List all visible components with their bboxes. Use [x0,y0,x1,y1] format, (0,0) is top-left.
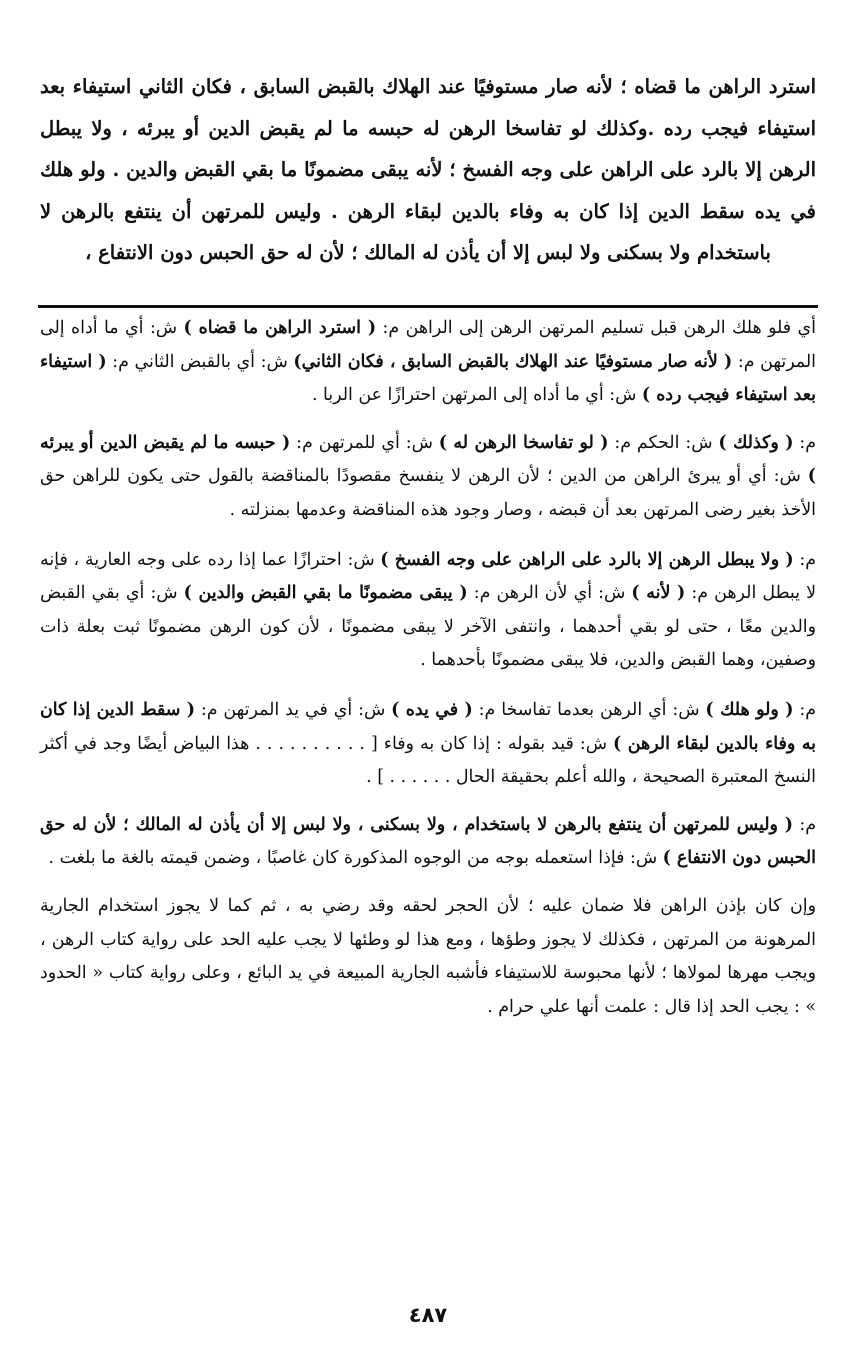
commentary-paragraph [40,312,816,413]
commentary-text: ش: أي للمرتهن م: [290,432,439,453]
commentary-text: ش: أي بقي القبض والدين معًا ، حتى لو بقي أحدهما ، وانتفى الآخر لا يبقى مضمونًا ، لأن كون الرهن مضمونًا ثبت بعلة ذات وصفين، وهما القبض والدين، فلا يبقى مضمونًا بأحدهما . [40,583,816,671]
matn-quote: ( لأنه صار مستوفيًا عند الهلاك بالقبض السابق ، فكان الثاني) [293,351,733,372]
commentary-text: ش: أي بالقبض الثاني م: [106,351,294,372]
commentary-text: م: [793,814,817,835]
matn-quote: ( وليس للمرتهن أن ينتفع بالرهن لا باستخدام ، ولا بسكنى ، ولا لبس إلا أن يأذن له المالك ؛ لأن له حق الحبس دون الانتفاع ) [40,814,816,869]
commentary-text: وإن كان بإذن الراهن فلا ضمان عليه ؛ لأن الحجر لحقه وقد رضي به ، ثم كما لا يجوز استخدام الجارية المرهونة من المرتهن ، فكذلك لا يجوز وطؤها ، ومع هذا لو وطئها لا يجب عليه الحد على رواية كتاب الرهن ، ويجب مهرها لمولاها ؛ لأنها محبوسة للاستيفاء فأشبه الجارية المبيعة في يد البائع ، وعلى رواية كتاب « الحدود » : يجب الحد إذا قال : علمت أنها علي حرام . [40,895,816,1017]
commentary-paragraph [40,427,816,528]
commentary-text: م: [793,549,816,570]
commentary-text: ش: أي في يد المرتهن م: [194,699,392,720]
matn-quote: ( لأنه ) [631,583,686,604]
sharh-commentary [40,312,816,1024]
commentary-text: م: [793,432,816,453]
matn-text: استرد الراهن ما قضاه ؛ لأنه صار مستوفيًا عند الهلاك بالقبض السابق ، فكان الثاني استيفاء بعد استيفاء فيجب رده .وكذلك لو تفاسخا الرهن له حبسه ما لم يقبض الدين أو يبرئه ، ولا يبطل الرهن إلا بالرد على الراهن على وجه الفسخ ؛ لأنه يبقى مضمونًا ما بقي القبض والدين . ولو هلك في يده سقط الدين إذا كان به وفاء بالدين لبقاء الرهن . وليس للمرتهن أن ينتفع بالرهن لا باستخدام ولا بسكنى ولا لبس إلا أن يأذن له المالك ؛ لأن له حق الحبس دون الانتفاع ، [40,75,816,264]
commentary-text: م: [793,699,816,720]
page-number: ٤٨٧ [408,1303,448,1327]
matn-quote: ( سقط الدين إذا كان به وفاء بالدين لبقاء الرهن ) [40,699,816,754]
matn-quote: ( ولو هلك ) [705,699,794,720]
commentary-paragraph [40,544,816,678]
matn-quote: ( حبسه ما لم يقبض الدين أو يبرئه ) [40,432,816,487]
separator-rule [38,305,818,308]
commentary-text: ش: احترازًا عما إذا رده على وجه العارية ، فإنه لا يبطل الرهن م: [40,549,816,604]
matn-quote: ( لو تفاسخا الرهن له ) [438,432,609,453]
commentary-text: ش: أي لأن الرهن م: [467,583,632,604]
commentary-text: ش: أي الرهن بعدما تفاسخا م: [472,699,706,720]
commentary-text: أي فلو هلك الرهن قبل تسليم المرتهن الرهن إلى الراهن م: [376,318,816,338]
commentary-text: ش: أي ما أداه إلى المرتهن احترازًا عن الربا . [311,385,642,406]
commentary-text: ش: فإذا استعمله بوجه من الوجوه المذكورة كان غاصبًا ، وضمن قيمته بالغة ما بلغت . [48,848,663,869]
commentary-paragraph [40,809,816,876]
commentary-text: ش: الحكم م: [608,432,719,453]
commentary-text: ش: أي ما أداه إلى المرتهن م: [40,318,816,372]
matn-quote: ( استرد الراهن ما قضاه ) [183,318,377,338]
commentary-paragraph [40,890,816,1024]
matn-quote: ( استيفاء بعد استيفاء فيجب رده ) [40,351,816,406]
commentary-text: ش: أي أو يبرئ الراهن من الدين ؛ لأن الرهن لا ينفسخ مقصودًا بالمناقضة بالقول حتى يكون للراهن حق الأخذ بغير رضى المرتهن بعد أن قبضه ، وصار وجود هذه المناقضة وعدمها بمنزلته . [40,466,816,520]
matn-quote: ( يبقى مضمونًا ما بقي القبض والدين ) [183,583,468,604]
matn-quote: ( في يده ) [391,699,473,720]
commentary-paragraph [40,694,816,795]
matn-quote: ( وكذلك ) [718,432,794,453]
matn-quote: ( ولا يبطل الرهن إلا بالرد على الراهن على وجه الفسخ ) [380,549,794,570]
commentary-text: ش: قيد بقوله : إذا كان به وفاء [ . . . . . . . . . . هذا البياض أيضًا وجد في أكثر النسخ المعتبرة الصحيحة ، والله أعلم بحقيقة الحال . . . . . . ] . [40,733,816,788]
